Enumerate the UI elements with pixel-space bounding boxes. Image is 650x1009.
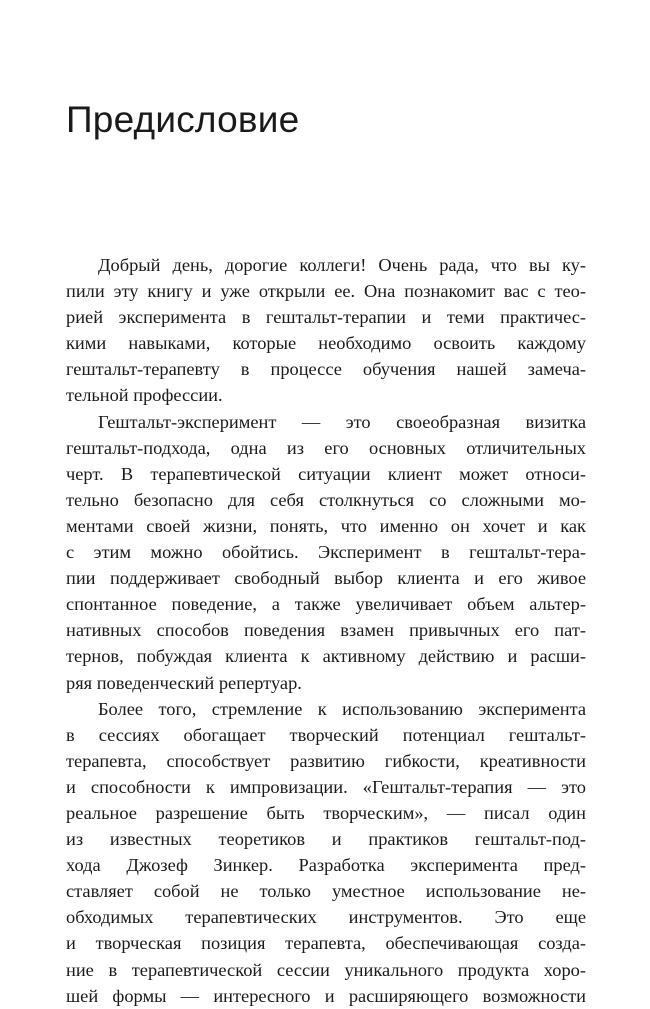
- text-line: рией эксперимента в гештальт-терапии и теми практичес-: [66, 307, 586, 328]
- text-line: в сессиях обогащает творческий потенциал гештальт-: [66, 724, 586, 745]
- text-line: пили эту книгу и уже открыли ее. Она познакомит вас с тео-: [66, 281, 586, 302]
- text-line: из известных теоретиков и практиков гештальт-под-: [66, 829, 586, 850]
- text-line: Добрый день, дорогие коллеги! Очень рада, что вы ку-: [98, 255, 586, 275]
- body-text: [66, 252, 586, 1009]
- text-line: гештальт-подхода, одна из его основных отличительных: [66, 437, 586, 458]
- text-line: обходимых терапевтических инструментов. Это еще: [66, 907, 586, 928]
- paragraph-1: [66, 252, 586, 409]
- text-line: кими навыками, которые необходимо освоить каждому: [66, 333, 586, 354]
- text-line: Более того, стремление к использованию эксперимента: [98, 698, 586, 719]
- text-line: Гештальт-эксперимент — это своеобразная визитка: [98, 411, 586, 432]
- text-line: терапевта, способствует развитию гибкости, креативности: [66, 750, 586, 771]
- text-line: нативных способов поведения взамен привычных его пат-: [66, 620, 586, 641]
- text-line: реальное разрешение быть творческим», — писал один: [66, 802, 586, 823]
- paragraph-3: [66, 696, 586, 1009]
- text-line: ментами своей жизни, понять, что именно он хочет и как: [66, 515, 586, 536]
- text-line: с этим можно обойтись. Эксперимент в гештальт-тера-: [66, 542, 586, 563]
- text-line: ставляет собой не только уместное использование не-: [66, 881, 586, 902]
- chapter-heading: Предисловие: [66, 99, 300, 140]
- text-line: хода Джозеф Зинкер. Разработка эксперимента пред-: [66, 855, 586, 876]
- text-line: шей формы — интересного и расширяющего возможности: [66, 985, 586, 1006]
- paragraph-2: [66, 409, 586, 696]
- text-line: тернов, побуждая клиента к активному действию и расши-: [66, 646, 586, 667]
- text-line: гештальт-терапевту в процессе обучения нашей замеча-: [66, 359, 586, 380]
- text-line: ние в терапевтической сессии уникального продукта хоро-: [66, 959, 586, 980]
- text-line: тельной профессии.: [66, 385, 223, 406]
- text-line: пии поддерживает свободный выбор клиента и его живое: [66, 568, 586, 589]
- text-line: и способности к импровизации. «Гештальт-терапия — это: [66, 776, 586, 797]
- text-line: и творческая позиция терапевта, обеспечивающая созда-: [66, 933, 586, 954]
- text-line: спонтанное поведение, а также увеличивает объем альтер-: [66, 594, 586, 615]
- text-line: тельно безопасно для себя столкнуться со сложными мо-: [66, 489, 586, 510]
- text-line: ряя поведенческий репертуар.: [66, 672, 302, 693]
- text-line: черт. В терапевтической ситуации клиент может относи-: [66, 463, 586, 484]
